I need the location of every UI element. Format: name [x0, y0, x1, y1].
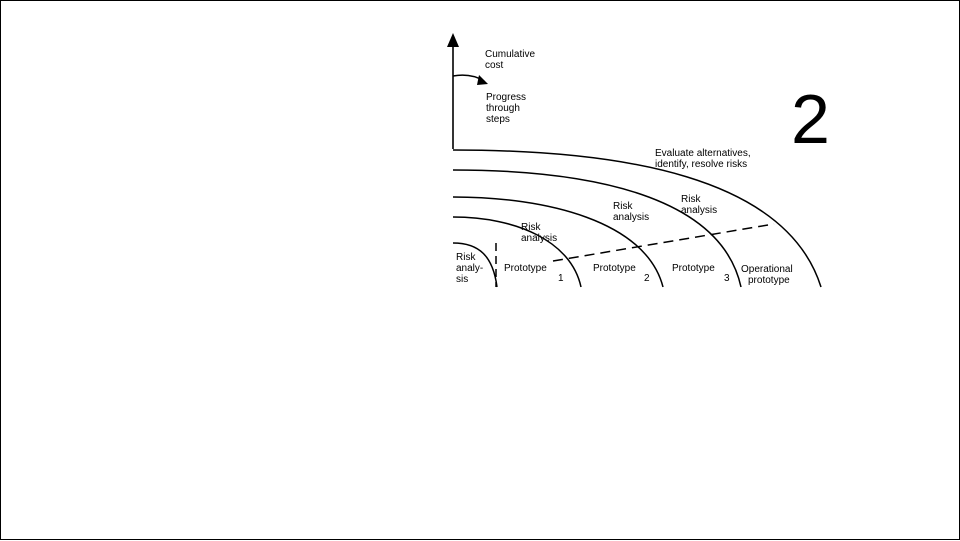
prototype-1-number: 1 [558, 273, 564, 284]
prototype-2-number: 2 [644, 273, 650, 284]
risk-analysis-2-line2: analysis [613, 212, 650, 223]
risk-analysis-1-line2: analysis [521, 233, 558, 244]
axis-arrowhead [447, 33, 459, 47]
progress-label-line1: Progress [486, 92, 527, 103]
progress-label-line2: through [486, 103, 520, 114]
prototype-3-label: Prototype [672, 263, 715, 274]
risk-analysis-0-line3: sis [456, 274, 469, 285]
progress-label-line3: steps [486, 114, 510, 125]
risk-analysis-1-line1: Risk [521, 222, 541, 233]
prototype-3-number: 3 [724, 273, 730, 284]
risk-analysis-0-line2: analy- [456, 263, 484, 274]
dashed-risk-line [553, 224, 774, 261]
axis-label-line1: Cumulative [485, 49, 536, 60]
risk-analysis-2-line1: Risk [613, 201, 633, 212]
risk-analysis-3-line2: analysis [681, 205, 718, 216]
risk-analysis-0-line1: Risk [456, 252, 476, 263]
evaluate-label-line1: Evaluate alternatives, [655, 148, 751, 159]
axis-label-line2: cost [485, 60, 504, 71]
evaluate-label-line2: identify, resolve risks [655, 159, 748, 170]
progress-arrowhead [477, 75, 488, 85]
slide-number: 2 [791, 80, 830, 158]
prototype-1-label: Prototype [504, 263, 547, 274]
spiral-model-diagram [1, 1, 960, 541]
risk-analysis-3-line1: Risk [681, 194, 701, 205]
operational-prototype-line1: Operational [741, 264, 793, 275]
prototype-2-label: Prototype [593, 263, 636, 274]
operational-prototype-line2: prototype [748, 275, 790, 286]
